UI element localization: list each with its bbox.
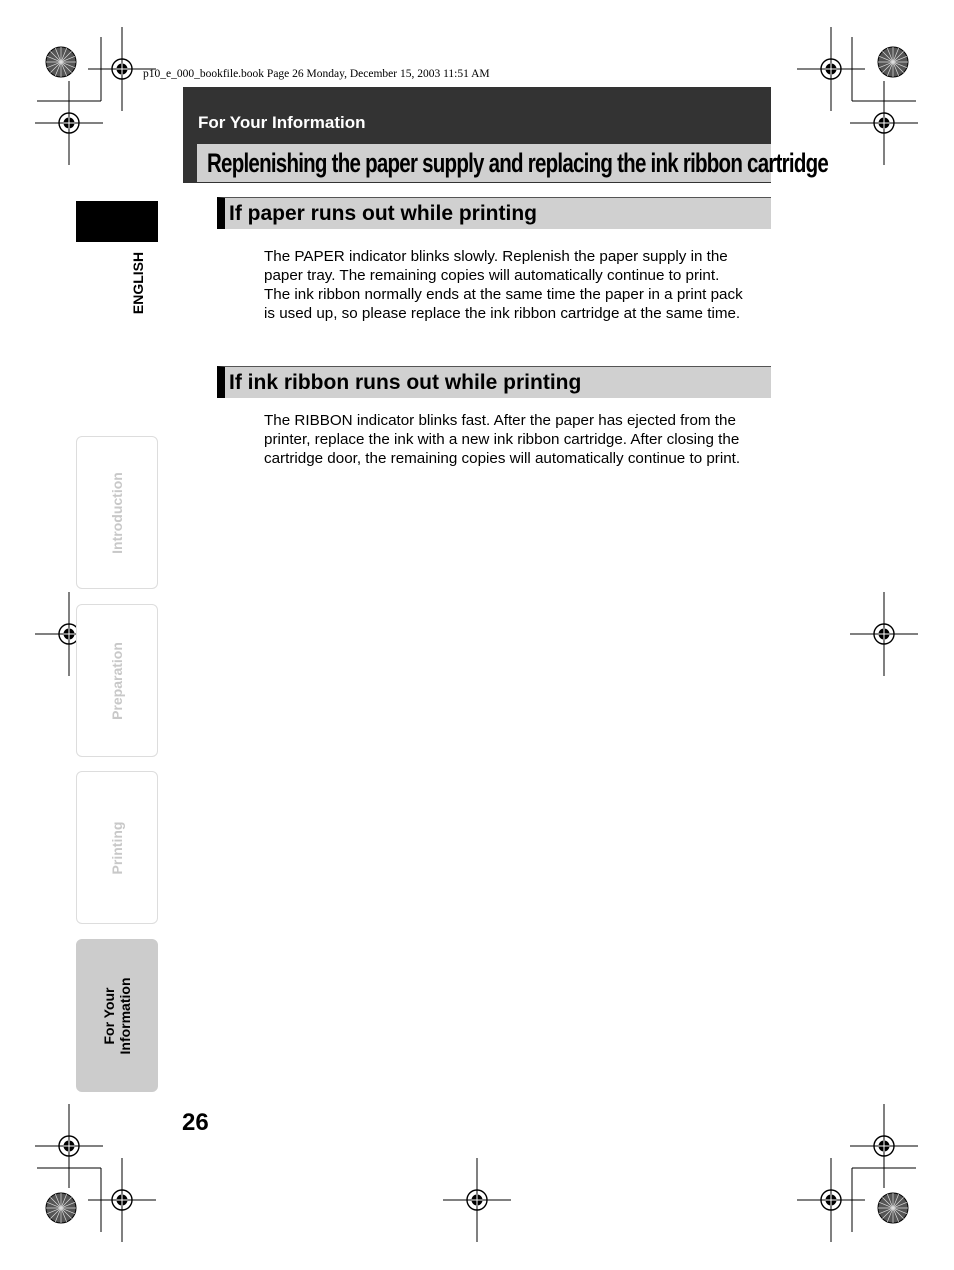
paragraph-line: The PAPER indicator blinks slowly. Replenish the paper supply in the <box>264 248 728 265</box>
paragraph-line: paper tray. The remaining copies will automatically continue to print. <box>264 267 720 284</box>
subheading-paper <box>217 197 771 229</box>
paragraph-line: printer, replace the ink with a new ink ribbon cartridge. After closing the <box>264 431 740 448</box>
subheading-ribbon-text: If ink ribbon runs out while printing <box>229 371 582 394</box>
language-label: ENGLISH <box>130 251 146 315</box>
paragraph-line: is used up, so please replace the ink ribbon cartridge at the same time. <box>264 305 741 322</box>
tab-label: Printing <box>109 821 125 874</box>
tab-printing[interactable] <box>76 771 158 924</box>
tab-label: Preparation <box>109 641 125 720</box>
tab-introduction[interactable] <box>76 436 158 589</box>
subheading-paper-text: If paper runs out while printing <box>229 202 537 225</box>
paragraph-paper <box>264 247 776 323</box>
paragraph-line: The RIBBON indicator blinks fast. After the paper has ejected from the <box>264 412 736 429</box>
tab-label: Introduction <box>109 471 125 554</box>
section-label: For Your Information <box>198 113 366 132</box>
paragraph-line: The ink ribbon normally ends at the same time the paper in a print pack <box>264 286 743 303</box>
page-number: 26 <box>182 1109 209 1136</box>
paragraph-line: cartridge door, the remaining copies will automatically continue to print. <box>264 450 741 467</box>
page-title: Replenishing the paper supply and replacing the ink ribbon cartridge <box>207 148 829 178</box>
language-marker <box>76 201 158 242</box>
tab-preparation[interactable] <box>76 604 158 757</box>
subheading-ribbon <box>217 366 771 398</box>
tab-for-your-information[interactable] <box>76 939 158 1092</box>
paragraph-ribbon <box>264 411 776 468</box>
file-header: p10_e_000_bookfile.book Page 26 Monday, December 15, 2003 11:51 AM <box>143 68 490 80</box>
tab-label: For Your Information <box>101 977 133 1054</box>
language-label-box <box>128 246 148 320</box>
